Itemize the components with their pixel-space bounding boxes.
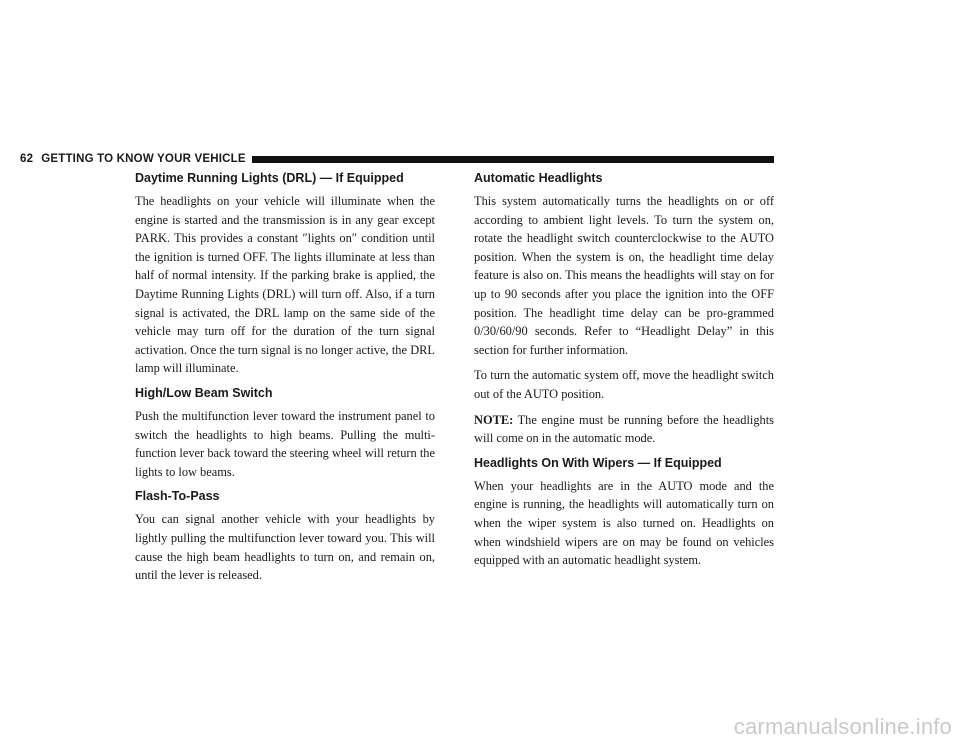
- header-text: [20, 153, 246, 165]
- wipers-heading: Headlights On With Wipers — If Equipped: [474, 455, 722, 470]
- page-number: 62: [20, 153, 34, 165]
- high-low-paragraph: Push the multifunction lever toward the instrument panel to switch the headlights to high beams. Pulling the multi-function lever back toward the steering wheel will return the lights to low beams.: [135, 408, 435, 479]
- drl-heading: Daytime Running Lights (DRL) — If Equipped: [135, 171, 404, 185]
- note-label: NOTE:: [474, 412, 514, 427]
- right-column: [474, 170, 774, 577]
- wipers-paragraph: When your headlights are in the AUTO mode and the engine is running, the headlights will automatically turn on when the wiper system is also turned on. Headlights on when windshield wipers are on may be found on vehicles equipped with an automatic headlight system.: [474, 478, 774, 568]
- drl-paragraph: The headlights on your vehicle will illuminate when the engine is started and the transmission is in any gear except PARK. This provides a constant ″lights on″ condition until the ignition is turned OFF. The lights illuminate at less than half of normal intensity. If the parking brake is applied, the Daytime Running Lights (DRL) will turn off. Also, if a turn signal is activated, the DRL lamp on the same side of the vehicle may turn off for the duration of the turn signal activation. Once the turn signal is no longer active, the DRL lamp will illuminate.: [135, 194, 435, 376]
- note-paragraph: [474, 411, 774, 448]
- page-header: [20, 152, 774, 166]
- watermark: carmanualsonline.info: [733, 714, 952, 739]
- high-low-heading: High/Low Beam Switch: [135, 385, 273, 400]
- header-rule: [252, 156, 774, 163]
- auto-heading: Automatic Headlights: [474, 171, 603, 185]
- auto-paragraph-1: This system automatically turns the headlights on or off according to ambient light levels. To turn the system on, rotate the headlight switch counterclockwise to the AUTO position. When the system is on, the headlight time delay feature is also on. This means the headlights will stay on for up to 90 seconds after you place the ignition into the OFF position. The headlight time delay can be pro-grammed 0/30/60/90 seconds. Refer to “Headlight Delay” in this section for further information.: [474, 194, 774, 357]
- auto-paragraph-2: To turn the automatic system off, move the headlight switch out of the AUTO position.: [474, 368, 774, 401]
- note-text: The engine must be running before the headlights will come on in the automatic mode.: [474, 412, 774, 446]
- left-column: [135, 170, 435, 592]
- flash-paragraph: You can signal another vehicle with your headlights by lightly pulling the multifunction lever toward you. This will cause the high beam headlights to turn on, and remain on, until the lever is released.: [135, 512, 435, 583]
- section-title: GETTING TO KNOW YOUR VEHICLE: [41, 153, 246, 165]
- flash-heading: Flash-To-Pass: [135, 489, 220, 504]
